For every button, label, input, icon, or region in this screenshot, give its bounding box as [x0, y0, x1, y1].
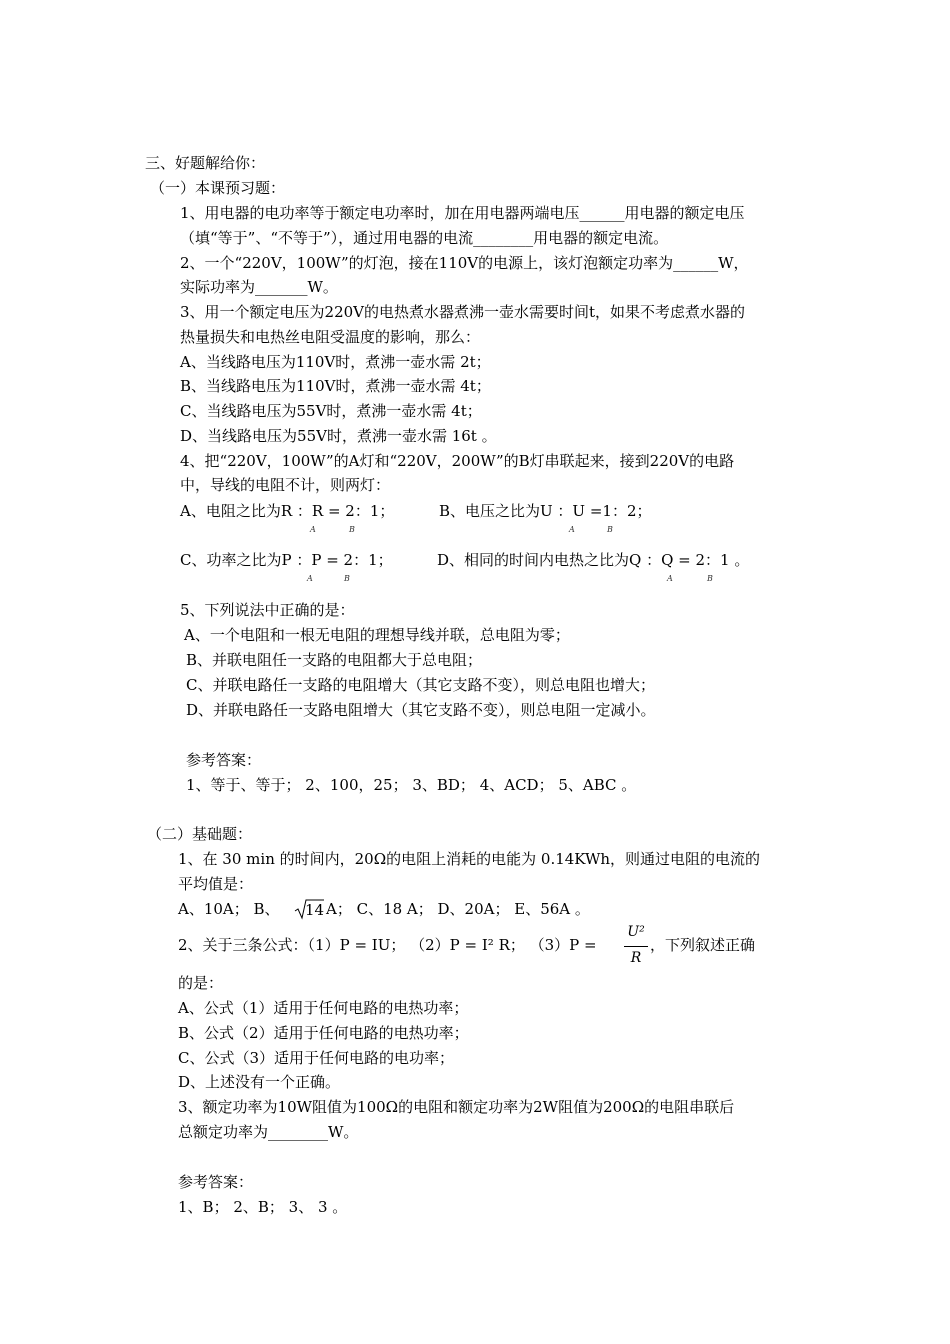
p2-q2-line1-tail: ，下列叙述正确: [650, 936, 756, 954]
p1-q3-line1: 3、用一个额定电压为220V的电热煮水器煮沸一壶水需要时间t，如果不考虑煮水器的: [180, 303, 746, 321]
p1-q4-option-a: A、电阻之比为R ：R = 2：1；: [180, 502, 395, 520]
p2-answer-label: 参考答案：: [178, 1173, 254, 1191]
part2-heading: （二）基础题：: [147, 825, 253, 843]
subscript-a: A: [667, 574, 673, 583]
p2-q1-options-start: A、10A； B、: [178, 900, 280, 918]
p2-q3-line1: 3、额定功率为10W阻值为100Ω的电阻和额定功率为2W阻值为200Ω的电阻串联后: [178, 1098, 735, 1116]
subscript-b: B: [349, 525, 355, 534]
p1-answer-label: 参考答案：: [186, 751, 262, 769]
p2-q1-line2: 平均值是：: [178, 875, 254, 893]
p2-q2-line1: 2、关于三条公式：（1）P = IU； （2）P = I² R； （3）P =: [178, 936, 597, 954]
subscript-b: B: [344, 574, 350, 583]
p2-q2-option-a: A、公式（1）适用于任何电路的电热功率；: [178, 999, 469, 1017]
p2-q2-option-d: D、上述没有一个正确。: [178, 1073, 341, 1091]
p1-q4-option-c: C、功率之比为P ：P = 2：1；: [180, 551, 393, 569]
p1-q3-option-b: B、当线路电压为110V时，煮沸一壶水需 4t；: [180, 377, 491, 395]
p1-q1-line1: 1、用电器的电功率等于额定电功率时，加在用电器两端电压______用电器的额定电压: [180, 204, 745, 222]
p1-q5-option-c: C、并联电路任一支路的电阻增大（其它支路不变），则总电阻也增大；: [186, 676, 655, 694]
p2-q2-line2: 的是：: [178, 974, 224, 992]
p1-q2-line1: 2、一个“220V，100W”的灯泡，接在110V的电源上，该灯泡额定功率为______W，: [180, 254, 749, 272]
p1-q3-option-a: A、当线路电压为110V时，煮沸一壶水需 2t；: [180, 353, 491, 371]
fraction-numerator: U²: [627, 924, 645, 940]
p1-q4-line2: 中，导线的电阻不计，则两灯：: [180, 476, 391, 494]
p2-answer-text: 1、B； 2、B； 3、 3 。: [178, 1198, 348, 1216]
p1-q5-option-a: A、一个电阻和一根无电阻的理想导线并联，总电阻为零；: [184, 626, 570, 644]
p2-q2-option-b: B、公式（2）适用于任何电路的电热功率；: [178, 1024, 469, 1042]
p1-q5-option-b: B、并联电阻任一支路的电阻都大于总电阻；: [186, 651, 483, 669]
p2-q1-options-rest: A； C、18 A； D、20A； E、56A 。: [326, 900, 590, 918]
p2-q2-option-c: C、公式（3）适用于任何电路的电功率；: [178, 1049, 455, 1067]
p2-q1-line1: 1、在 30 min 的时间内，20Ω的电阻上消耗的电能为 0.14KWh，则通过电阻的电流的: [178, 850, 761, 868]
p1-q3-option-d: D、当线路电压为55V时，煮沸一壶水需 16t 。: [180, 427, 497, 445]
sqrt-value: 14: [305, 901, 325, 919]
subscript-b: B: [707, 574, 713, 583]
p1-q4-option-d: D、相同的时间内电热之比为Q ：Q = 2：1 。: [437, 551, 750, 569]
subscript-a: A: [307, 574, 313, 583]
p1-q2-line2: 实际功率为_______W。: [180, 278, 338, 296]
part1-heading: （一）本课预习题：: [150, 179, 286, 197]
p1-q4-option-b: B、电压之比为U ：U =1：2；: [439, 502, 652, 520]
p1-q3-line2: 热量损失和电热丝电阻受温度的影响，那么：: [180, 328, 481, 346]
subscript-a: A: [569, 525, 575, 534]
subscript-a: A: [310, 525, 316, 534]
fraction-bar: [624, 946, 648, 947]
p1-q1-line2: （填“等于”、“不等于”），通过用电器的电流________用电器的额定电流。: [180, 229, 669, 247]
subscript-b: B: [607, 525, 613, 534]
p1-q5-stem: 5、下列说法中正确的是：: [180, 601, 355, 619]
p1-q4-line1: 4、把“220V，100W”的A灯和“220V，200W”的B灯串联起来，接到220V的电路: [180, 452, 735, 470]
p2-q3-line2: 总额定功率为________W。: [178, 1123, 359, 1141]
p1-answer-text: 1、等于、等于； 2、100，25； 3、BD； 4、ACD； 5、ABC 。: [186, 776, 637, 794]
p1-q5-option-d: D、并联电路任一支路电阻增大（其它支路不变），则总电阻一定减小。: [186, 701, 656, 719]
p1-q3-option-c: C、当线路电压为55V时，煮沸一壶水需 4t；: [180, 402, 482, 420]
fraction-denominator: R: [630, 950, 642, 966]
section-title: 三、好题解给你：: [145, 154, 266, 172]
